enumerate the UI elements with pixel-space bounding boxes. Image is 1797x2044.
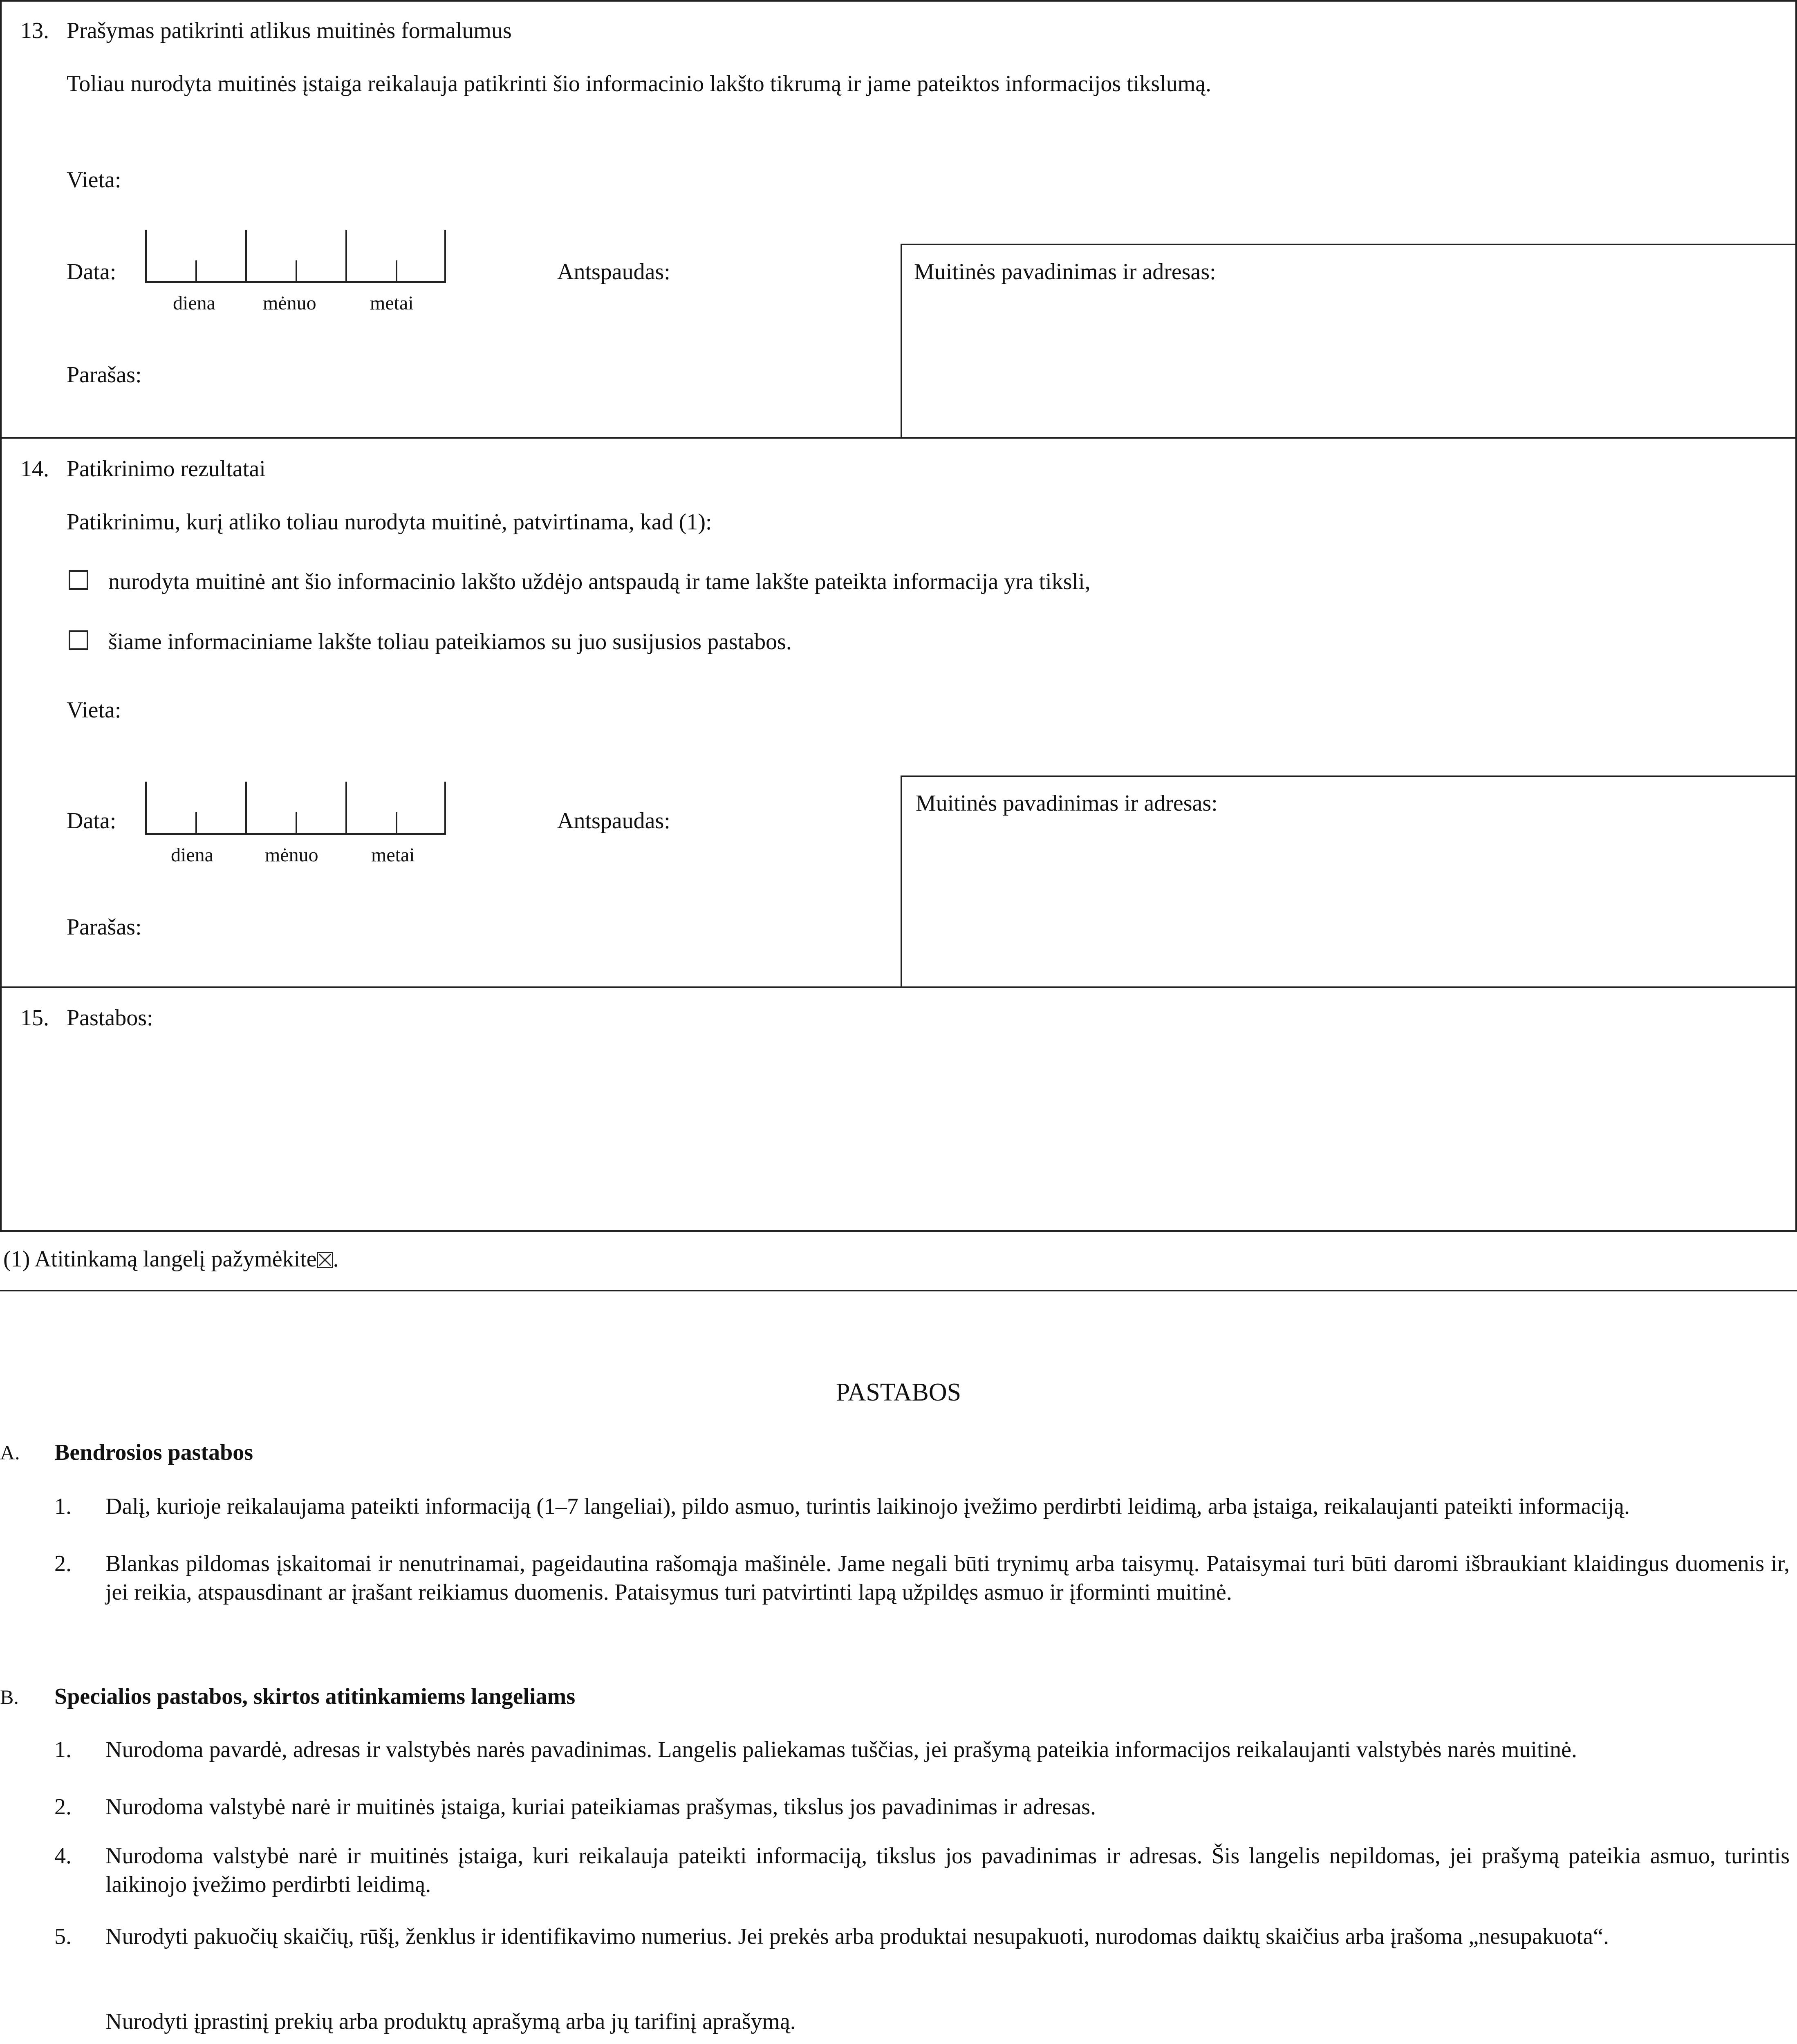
section-14-checkbox-1[interactable]: [69, 570, 88, 590]
notes-b1-number: 1.: [54, 1737, 72, 1762]
notes-title: PASTABOS: [836, 1378, 961, 1406]
notes-b4-text: Nurodoma valstybė narė ir muitinės įstaiga, kuri reikalauja pateikti informaciją, tikslus jos pavadinimas ir adresas. Šis langelis nepildomas, jei prašymą pateikia asmuo, turintis laikinojo įvežimo perdirbti leidimą.: [105, 1843, 1790, 1897]
section-13-place-label: Vieta:: [67, 167, 121, 193]
section-14-place-label: Vieta:: [67, 697, 121, 723]
section-13-date-field[interactable]: [145, 230, 446, 283]
notes-b-title: Specialios pastabos, skirtos atitinkamiems langeliams: [54, 1684, 576, 1709]
section-13-month-label: mėnuo: [263, 292, 316, 314]
section-14-checkbox-2[interactable]: [69, 630, 88, 650]
section-15-box[interactable]: [0, 986, 1797, 1232]
section-14-signature-label: Parašas:: [67, 914, 142, 940]
notes-b-letter: B.: [0, 1685, 19, 1708]
notes-a1-number: 1.: [54, 1494, 72, 1519]
section-13-year-label: metai: [370, 292, 414, 314]
checked-box-icon: [317, 1252, 333, 1268]
separator-line: [0, 1290, 1797, 1291]
notes-a-letter: A.: [0, 1441, 20, 1464]
section-13-text: Toliau nurodyta muitinės įstaiga reikalauja patikrinti šio informacinio lakšto tikrumą ir jame pateiktos informacijos tikslumą.: [67, 71, 1212, 96]
section-13-signature-label: Parašas:: [67, 362, 142, 388]
notes-b4-number: 4.: [54, 1843, 72, 1869]
notes-b5-number: 5.: [54, 1924, 72, 1949]
notes-b2-number: 2.: [54, 1794, 72, 1820]
section-13-day-label: diena: [173, 292, 215, 314]
notes-b5-text-2: Nurodyti įprastinį prekių arba produktų aprašymą arba jų tarifinį aprašymą.: [105, 2009, 796, 2034]
section-13-title: Prašymas patikrinti atlikus muitinės formalumus: [67, 18, 512, 43]
section-14-customs-label: Muitinės pavadinimas ir adresas:: [916, 791, 1218, 816]
footnote-text: (1) Atitinkamą langelį pažymėkite: [3, 1246, 317, 1272]
notes-b2-text: Nurodoma valstybė narė ir muitinės įstaiga, kuriai pateikiamas prašymas, tikslus jos pavadinimas ir adresas.: [105, 1794, 1096, 1820]
notes-a1-text: Dalį, kurioje reikalaujama pateikti informaciją (1–7 langeliai), pildo asmuo, turintis laikinojo įvežimo perdirbti leidimą, arba įstaiga, reikalaujanti pateikti informaciją.: [105, 1494, 1630, 1519]
notes-a-title: Bendrosios pastabos: [54, 1440, 253, 1465]
section-14-year-label: metai: [371, 844, 415, 866]
section-14-month-label: mėnuo: [265, 844, 318, 866]
section-13-date-label: Data:: [67, 259, 117, 285]
section-14-option-2: šiame informaciniame lakšte toliau pateikiamos su juo susijusios pastabos.: [108, 629, 792, 654]
section-15-number: 15.: [20, 1005, 49, 1031]
section-13-customs-label: Muitinės pavadinimas ir adresas:: [914, 259, 1216, 285]
section-14-day-label: diena: [171, 844, 213, 866]
section-14-text: Patikrinimu, kurį atliko toliau nurodyta muitinė, patvirtinama, kad (1):: [67, 509, 712, 535]
section-13-number: 13.: [20, 18, 49, 43]
section-15-title: Pastabos:: [67, 1005, 153, 1031]
section-14-date-field[interactable]: [145, 782, 446, 835]
section-14-date-label: Data:: [67, 808, 117, 834]
section-13-stamp-label: Antspaudas:: [557, 259, 670, 285]
section-14-title: Patikrinimo rezultatai: [67, 456, 266, 482]
notes-b5-text: Nurodyti pakuočių skaičių, rūšį, ženklus ir identifikavimo numerius. Jei prekės arba produktai nesupakuoti, nurodomas daiktų skaičius arba įrašoma „nesupakuota“.: [105, 1924, 1609, 1949]
section-14-option-1: nurodyta muitinė ant šio informacinio lakšto uždėjo antspaudą ir tame lakšte pateikta informacija yra tiksli,: [108, 569, 1091, 594]
section-14-stamp-label: Antspaudas:: [557, 808, 670, 834]
notes-a2-text: Blankas pildomas įskaitomai ir nenutrinamai, pageidautina rašomąja mašinėle. Jame negali būti trynimų arba taisymų. Pataisymai turi būti daromi išbraukiant klaidingus duomenis ir, jei reikia, atspausdinant ar įrašant reikiamus duomenis. Pataisymus turi patvirtinti lapą užpildęs asmuo ir įforminti muitinė.: [105, 1551, 1790, 1605]
notes-a2-number: 2.: [54, 1551, 72, 1576]
notes-b1-text: Nurodoma pavardė, adresas ir valstybės narės pavadinimas. Langelis paliekamas tuščias, jei prašymą pateikia informacijos reikalaujanti valstybės narės muitinė.: [105, 1737, 1577, 1762]
footnote: (1) Atitinkamą langelį pažymėkite .: [3, 1246, 339, 1272]
section-14-number: 14.: [20, 456, 49, 482]
